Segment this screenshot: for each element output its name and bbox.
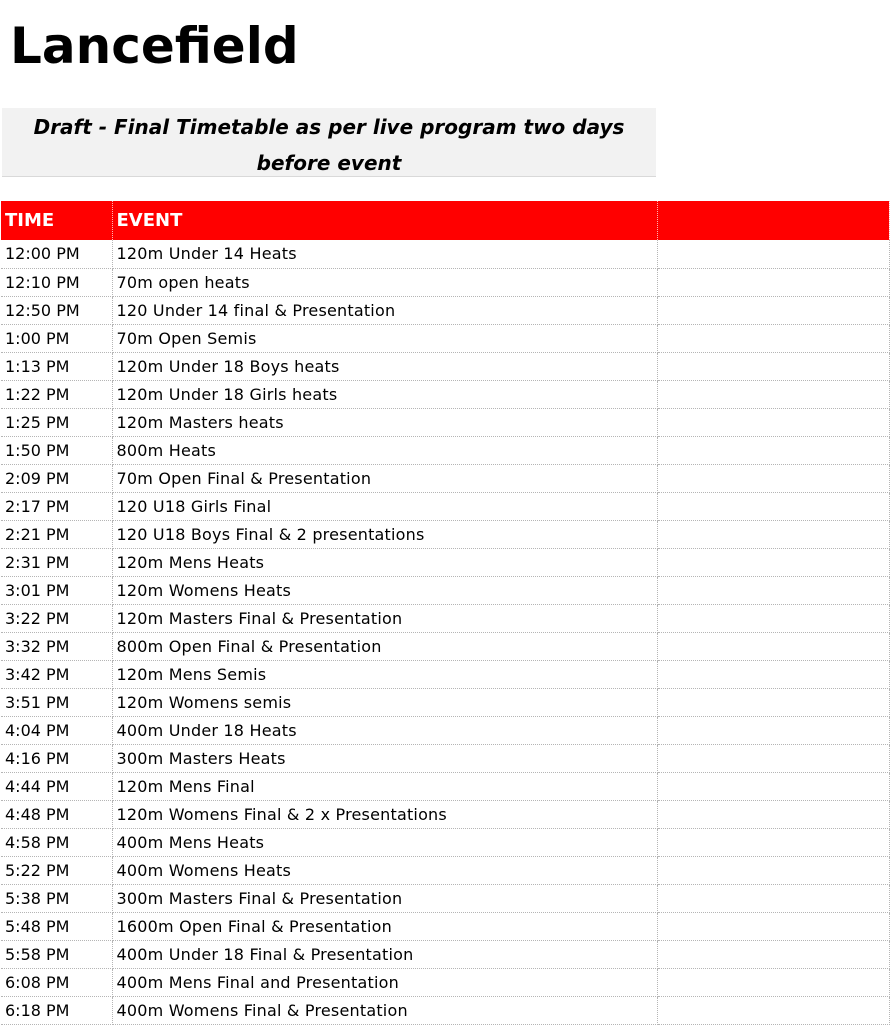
event-cell: 400m Mens Heats (112, 828, 657, 856)
event-cell: 120m Mens Heats (112, 548, 657, 576)
time-cell: 4:04 PM (1, 716, 112, 744)
time-cell: 12:00 PM (1, 240, 112, 268)
empty-cell (657, 520, 889, 548)
empty-cell (657, 828, 889, 856)
table-row (1, 324, 889, 352)
event-cell: 120m Masters heats (112, 408, 657, 436)
time-cell: 6:08 PM (1, 968, 112, 996)
event-cell: 70m open heats (112, 268, 657, 296)
empty-cell (657, 884, 889, 912)
empty-cell (657, 940, 889, 968)
time-cell: 2:17 PM (1, 492, 112, 520)
event-cell: 120m Womens Heats (112, 576, 657, 604)
event-cell: 120 U18 Boys Final & 2 presentations (112, 520, 657, 548)
table-row (1, 660, 889, 688)
empty-cell (657, 912, 889, 940)
table-row (1, 632, 889, 660)
time-cell: 5:22 PM (1, 856, 112, 884)
table-header-row (1, 201, 889, 240)
empty-cell (657, 240, 889, 268)
time-cell: 4:16 PM (1, 744, 112, 772)
subtitle-line-1: Draft - Final Timetable as per live program two days (33, 115, 625, 139)
empty-cell (657, 324, 889, 352)
table-row (1, 716, 889, 744)
time-cell: 5:48 PM (1, 912, 112, 940)
empty-cell (657, 464, 889, 492)
time-cell: 3:22 PM (1, 604, 112, 632)
empty-cell (657, 352, 889, 380)
empty-cell (657, 744, 889, 772)
time-cell: 6:18 PM (1, 996, 112, 1024)
timetable-body (1, 240, 889, 1024)
empty-cell (657, 268, 889, 296)
time-cell: 2:09 PM (1, 464, 112, 492)
empty-cell (657, 296, 889, 324)
time-cell: 1:25 PM (1, 408, 112, 436)
column-header-time: TIME (1, 201, 112, 240)
empty-cell (657, 632, 889, 660)
empty-cell (657, 436, 889, 464)
table-row (1, 352, 889, 380)
table-row (1, 464, 889, 492)
page-title: Lancefield (10, 17, 299, 75)
empty-cell (657, 604, 889, 632)
empty-cell (657, 408, 889, 436)
time-cell: 3:32 PM (1, 632, 112, 660)
time-cell: 1:13 PM (1, 352, 112, 380)
subtitle-banner (2, 108, 656, 177)
empty-cell (657, 968, 889, 996)
empty-cell (657, 716, 889, 744)
event-cell: 70m Open Final & Presentation (112, 464, 657, 492)
empty-cell (657, 660, 889, 688)
table-row (1, 240, 889, 268)
event-cell: 120 Under 14 final & Presentation (112, 296, 657, 324)
column-header-event: EVENT (112, 201, 657, 240)
time-cell: 12:10 PM (1, 268, 112, 296)
event-cell: 120 U18 Girls Final (112, 492, 657, 520)
time-cell: 5:38 PM (1, 884, 112, 912)
table-row (1, 688, 889, 716)
table-row (1, 856, 889, 884)
time-cell: 5:58 PM (1, 940, 112, 968)
event-cell: 1600m Open Final & Presentation (112, 912, 657, 940)
empty-cell (657, 772, 889, 800)
time-cell: 2:31 PM (1, 548, 112, 576)
table-row (1, 380, 889, 408)
event-cell: 120m Under 18 Boys heats (112, 352, 657, 380)
table-row (1, 968, 889, 996)
event-cell: 400m Under 18 Heats (112, 716, 657, 744)
time-cell: 1:22 PM (1, 380, 112, 408)
table-row (1, 604, 889, 632)
event-cell: 400m Under 18 Final & Presentation (112, 940, 657, 968)
empty-cell (657, 688, 889, 716)
table-row (1, 744, 889, 772)
event-cell: 120m Womens Final & 2 x Presentations (112, 800, 657, 828)
event-cell: 300m Masters Final & Presentation (112, 884, 657, 912)
table-row (1, 828, 889, 856)
table-row (1, 772, 889, 800)
event-cell: 400m Womens Final & Presentation (112, 996, 657, 1024)
empty-cell (657, 996, 889, 1024)
table-row (1, 268, 889, 296)
empty-cell (657, 800, 889, 828)
event-cell: 120m Mens Final (112, 772, 657, 800)
table-row (1, 436, 889, 464)
event-cell: 120m Under 18 Girls heats (112, 380, 657, 408)
event-cell: 800m Open Final & Presentation (112, 632, 657, 660)
time-cell: 3:01 PM (1, 576, 112, 604)
table-row (1, 940, 889, 968)
table-row (1, 576, 889, 604)
time-cell: 1:00 PM (1, 324, 112, 352)
event-cell: 120m Masters Final & Presentation (112, 604, 657, 632)
table-row (1, 800, 889, 828)
event-cell: 70m Open Semis (112, 324, 657, 352)
event-cell: 800m Heats (112, 436, 657, 464)
event-cell: 120m Womens semis (112, 688, 657, 716)
table-row (1, 996, 889, 1024)
time-cell: 1:50 PM (1, 436, 112, 464)
empty-cell (657, 576, 889, 604)
timetable (1, 201, 890, 1025)
time-cell: 12:50 PM (1, 296, 112, 324)
event-cell: 300m Masters Heats (112, 744, 657, 772)
event-cell: 120m Under 14 Heats (112, 240, 657, 268)
table-row (1, 912, 889, 940)
table-row (1, 884, 889, 912)
time-cell: 2:21 PM (1, 520, 112, 548)
empty-cell (657, 548, 889, 576)
table-row (1, 492, 889, 520)
table-row (1, 520, 889, 548)
time-cell: 3:51 PM (1, 688, 112, 716)
table-row (1, 296, 889, 324)
time-cell: 4:48 PM (1, 800, 112, 828)
subtitle-line-2: before event (256, 151, 402, 175)
empty-cell (657, 492, 889, 520)
table-row (1, 408, 889, 436)
event-cell: 120m Mens Semis (112, 660, 657, 688)
event-cell: 400m Womens Heats (112, 856, 657, 884)
time-cell: 3:42 PM (1, 660, 112, 688)
table-row (1, 548, 889, 576)
event-cell: 400m Mens Final and Presentation (112, 968, 657, 996)
time-cell: 4:58 PM (1, 828, 112, 856)
empty-cell (657, 856, 889, 884)
empty-cell (657, 380, 889, 408)
time-cell: 4:44 PM (1, 772, 112, 800)
column-header-extra (657, 201, 889, 240)
